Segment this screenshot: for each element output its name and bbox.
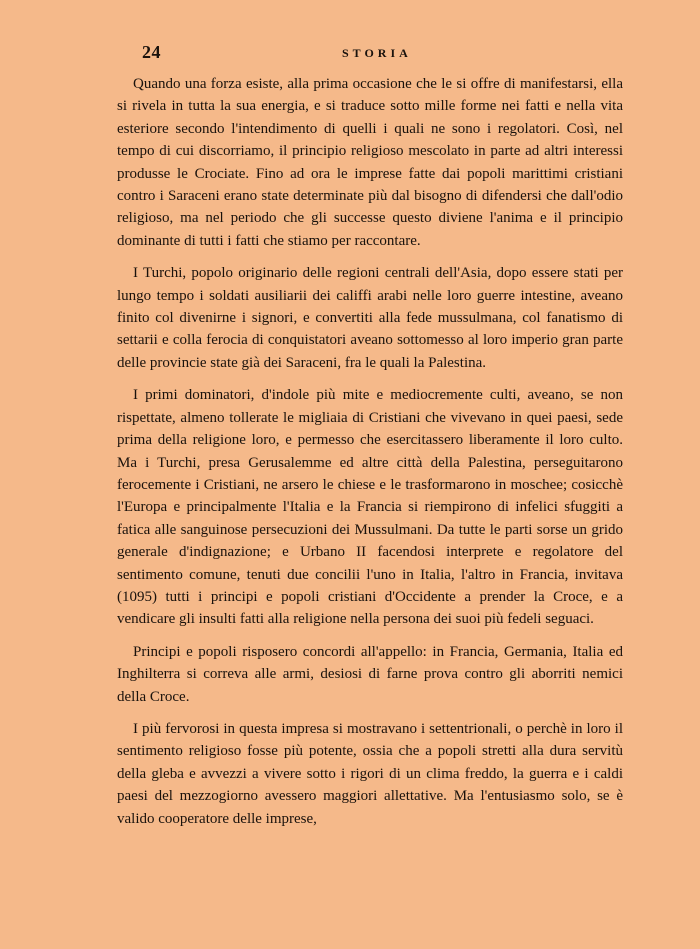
body-text: [117, 73, 623, 840]
paragraph: I più fervorosi in questa impresa si mostravano i settentrionali, o perchè in loro il sentimento religioso fosse più potente, ossia che a popoli stretti alla dura servitù della gleba e avvezzi a vivere sotto i rigori di un clima freddo, la guerra e i caldi paesi del mezzogiorno avessero maggiori allettative. Ma l'entusiasmo solo, se è valido cooperatore delle imprese,: [117, 720, 623, 827]
paragraph: I primi dominatori, d'indole più mite e mediocremente culti, aveano, se non rispettate, almeno tollerate le migliaia di Cristiani che vivevano in quei paesi, sede prima della religione loro, e permesso che esercitassero liberamente il loro culto. Ma i Turchi, presa Gerusalemme ed altre città della Palestina, perseguitarono ferocemente i Cristiani, ne arsero le chiese e le trasformarono in moschee; cosicchè l'Europa e principalmente l'Italia e la Francia si riempirono di infelici sfuggiti a fatica alle sanguinose persecuzioni dei Mussulmani. Da tutte le parti sorse un grido generale d'indignazione; e Urbano II facendosi interprete e regolatore del sentimento comune, tenuti due concilii l'uno in Italia, l'altro in Francia, invitava (1095) tutti i principi e popoli cristiani d'Occidente a prender la Croce, e a vendicare gli insulti fatti alla religione nella persona dei suoi più fedeli seguaci.: [117, 387, 623, 628]
paragraph: I Turchi, popolo originario delle regioni centrali dell'Asia, dopo essere stati per lungo tempo i soldati ausiliarii dei califfi arabi nelle loro guerre intestine, aveano finito col divenirne i signori, e convertiti alla fede mussulmana, col fanatismo di settarii e colla ferocia di conquistatori aveano sottomesso al loro imperio gran parte delle provincie state già dei Saraceni, fra le quali la Palestina.: [117, 265, 623, 371]
page-header: [134, 40, 620, 70]
paragraph: Principi e popoli risposero concordi all'appello: in Francia, Germania, Italia ed Inghilterra si correva alle armi, desiosi di farne prova contro gli aborriti nemici della Croce.: [117, 643, 623, 705]
running-head: STORIA: [342, 46, 412, 60]
paragraph: Quando una forza esiste, alla prima occasione che le si offre di manifestarsi, ella si rivela in tutta la sua energia, e si traduce sotto mille forme nei fatti e nella vita esteriore secondo l'intendimento di quelli i quali ne sono i regolatori. Così, nel tempo di cui discorriamo, il principio religioso mescolato in parte ad altri interessi produsse le Crociate. Fino ad ora le imprese fatte dai popoli marittimi cristiani contro i Saraceni erano state determinate più dal bisogno di difendersi che dall'odio religioso, ma nel periodo che gli successe questo diviene l'anima e il principio dominante di tutti i fatti che stiamo per raccontare.: [117, 76, 623, 249]
page-number: 24: [142, 42, 161, 62]
